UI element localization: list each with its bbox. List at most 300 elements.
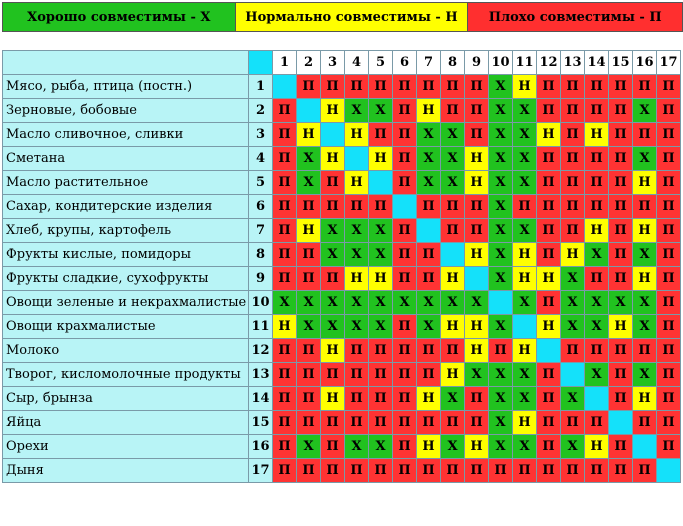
row-number: 16 bbox=[249, 435, 273, 459]
compatibility-cell: П bbox=[657, 171, 681, 195]
compatibility-cell: Н bbox=[465, 315, 489, 339]
compatibility-cell: П bbox=[393, 123, 417, 147]
compatibility-cell: П bbox=[657, 315, 681, 339]
compatibility-cell: Х bbox=[465, 363, 489, 387]
compatibility-cell: Х bbox=[297, 291, 321, 315]
compatibility-cell: П bbox=[441, 99, 465, 123]
compatibility-cell: П bbox=[417, 195, 441, 219]
row-label: Зерновые, бобовые bbox=[3, 99, 249, 123]
diagonal-cell bbox=[489, 291, 513, 315]
row-number: 11 bbox=[249, 315, 273, 339]
row-label: Фрукты кислые, помидоры bbox=[3, 243, 249, 267]
compatibility-cell: П bbox=[465, 195, 489, 219]
compatibility-cell: П bbox=[273, 171, 297, 195]
compatibility-cell: Х bbox=[345, 99, 369, 123]
compatibility-cell: Н bbox=[321, 339, 345, 363]
compatibility-cell: Х bbox=[609, 291, 633, 315]
row-label: Масло сливочное, сливки bbox=[3, 123, 249, 147]
diagonal-cell bbox=[321, 123, 345, 147]
compatibility-cell: Н bbox=[369, 147, 393, 171]
compatibility-cell: П bbox=[393, 267, 417, 291]
compatibility-cell: Х bbox=[489, 267, 513, 291]
compatibility-cell: П bbox=[633, 339, 657, 363]
diagonal-cell bbox=[297, 99, 321, 123]
compatibility-cell: П bbox=[369, 339, 393, 363]
diagonal-cell bbox=[273, 75, 297, 99]
compatibility-cell: П bbox=[393, 171, 417, 195]
compatibility-cell: Х bbox=[633, 315, 657, 339]
compatibility-cell: П bbox=[609, 147, 633, 171]
compatibility-cell: П bbox=[609, 435, 633, 459]
compatibility-cell: Х bbox=[489, 387, 513, 411]
compatibility-cell: П bbox=[633, 195, 657, 219]
compatibility-cell: П bbox=[609, 171, 633, 195]
compatibility-cell: П bbox=[537, 459, 561, 483]
compatibility-cell: Х bbox=[585, 291, 609, 315]
compatibility-cell: Х bbox=[345, 435, 369, 459]
compatibility-cell: П bbox=[657, 339, 681, 363]
compatibility-cell: П bbox=[321, 459, 345, 483]
compatibility-cell: П bbox=[321, 411, 345, 435]
row-number: 9 bbox=[249, 267, 273, 291]
compatibility-cell: Х bbox=[441, 147, 465, 171]
table-row bbox=[3, 291, 681, 315]
compatibility-cell: Н bbox=[345, 267, 369, 291]
compatibility-cell: П bbox=[561, 411, 585, 435]
compatibility-cell: Н bbox=[633, 219, 657, 243]
compatibility-cell: Х bbox=[633, 291, 657, 315]
compatibility-cell: П bbox=[369, 195, 393, 219]
compatibility-cell: Н bbox=[345, 171, 369, 195]
compatibility-cell: П bbox=[297, 75, 321, 99]
compatibility-cell: П bbox=[609, 123, 633, 147]
table-row bbox=[3, 195, 681, 219]
compatibility-cell: Х bbox=[561, 387, 585, 411]
compatibility-cell: П bbox=[585, 459, 609, 483]
compatibility-cell: П bbox=[537, 171, 561, 195]
compatibility-cell: П bbox=[393, 75, 417, 99]
compatibility-cell: Х bbox=[489, 123, 513, 147]
row-label: Масло растительное bbox=[3, 171, 249, 195]
diagonal-cell bbox=[561, 363, 585, 387]
compatibility-cell: Н bbox=[441, 267, 465, 291]
column-header-1: 1 bbox=[273, 51, 297, 75]
compatibility-cell: П bbox=[657, 363, 681, 387]
compatibility-cell: Н bbox=[417, 435, 441, 459]
compatibility-cell: П bbox=[441, 459, 465, 483]
compatibility-cell: П bbox=[417, 363, 441, 387]
compatibility-cell: П bbox=[417, 411, 441, 435]
compatibility-cell: Х bbox=[633, 147, 657, 171]
compatibility-cell: Н bbox=[321, 387, 345, 411]
compatibility-cell: Н bbox=[537, 267, 561, 291]
compatibility-cell: П bbox=[513, 195, 537, 219]
table-row bbox=[3, 243, 681, 267]
compatibility-cell: П bbox=[561, 75, 585, 99]
compatibility-cell: П bbox=[393, 435, 417, 459]
compatibility-cell: Х bbox=[513, 363, 537, 387]
compatibility-cell: П bbox=[585, 147, 609, 171]
compatibility-cell: П bbox=[465, 75, 489, 99]
compatibility-cell: П bbox=[273, 195, 297, 219]
table-row bbox=[3, 267, 681, 291]
table-row bbox=[3, 435, 681, 459]
compatibility-cell: П bbox=[441, 195, 465, 219]
compatibility-cell: П bbox=[657, 99, 681, 123]
compatibility-cell: Х bbox=[369, 99, 393, 123]
compatibility-cell: П bbox=[657, 219, 681, 243]
compatibility-cell: П bbox=[273, 243, 297, 267]
compatibility-cell: Х bbox=[297, 147, 321, 171]
compatibility-cell: Х bbox=[489, 315, 513, 339]
header-corner bbox=[3, 51, 249, 75]
compatibility-cell: П bbox=[393, 363, 417, 387]
compatibility-cell: Х bbox=[417, 123, 441, 147]
compatibility-cell: Н bbox=[633, 387, 657, 411]
compatibility-cell: П bbox=[417, 459, 441, 483]
compatibility-cell: П bbox=[369, 363, 393, 387]
compatibility-cell: Х bbox=[417, 147, 441, 171]
compatibility-cell: Х bbox=[489, 171, 513, 195]
row-label: Хлеб, крупы, картофель bbox=[3, 219, 249, 243]
compatibility-cell: П bbox=[345, 75, 369, 99]
row-label: Овощи крахмалистые bbox=[3, 315, 249, 339]
compatibility-cell: Н bbox=[513, 267, 537, 291]
compatibility-cell: Х bbox=[441, 387, 465, 411]
compatibility-cell: Х bbox=[345, 243, 369, 267]
column-header-2: 2 bbox=[297, 51, 321, 75]
compatibility-cell: П bbox=[561, 339, 585, 363]
row-number: 1 bbox=[249, 75, 273, 99]
compatibility-cell: П bbox=[345, 387, 369, 411]
row-number: 15 bbox=[249, 411, 273, 435]
compatibility-cell: П bbox=[633, 459, 657, 483]
compatibility-cell: П bbox=[417, 339, 441, 363]
compatibility-cell: П bbox=[585, 99, 609, 123]
compatibility-cell: П bbox=[321, 171, 345, 195]
compatibility-cell: П bbox=[657, 291, 681, 315]
compatibility-cell: Х bbox=[489, 411, 513, 435]
compatibility-cell: Х bbox=[489, 99, 513, 123]
compatibility-cell: Х bbox=[633, 243, 657, 267]
legend bbox=[2, 2, 683, 32]
table-row bbox=[3, 75, 681, 99]
compatibility-cell: Х bbox=[369, 243, 393, 267]
table-row bbox=[3, 171, 681, 195]
diagonal-cell bbox=[417, 219, 441, 243]
compatibility-cell: П bbox=[441, 219, 465, 243]
compatibility-cell: П bbox=[297, 363, 321, 387]
compatibility-cell: П bbox=[489, 459, 513, 483]
compatibility-cell: П bbox=[537, 195, 561, 219]
compatibility-cell: П bbox=[585, 267, 609, 291]
table-row bbox=[3, 363, 681, 387]
compatibility-cell: П bbox=[657, 195, 681, 219]
compatibility-cell: П bbox=[609, 195, 633, 219]
column-header-17: 17 bbox=[657, 51, 681, 75]
table-row bbox=[3, 147, 681, 171]
compatibility-cell: П bbox=[537, 219, 561, 243]
compatibility-cell: Н bbox=[465, 339, 489, 363]
compatibility-cell: Х bbox=[585, 243, 609, 267]
compatibility-cell: Х bbox=[561, 291, 585, 315]
compatibility-cell: Х bbox=[441, 291, 465, 315]
compatibility-cell: П bbox=[657, 387, 681, 411]
column-header-15: 15 bbox=[609, 51, 633, 75]
compatibility-cell: Х bbox=[585, 363, 609, 387]
compatibility-cell: П bbox=[273, 99, 297, 123]
compatibility-cell: П bbox=[489, 339, 513, 363]
compatibility-cell: П bbox=[297, 243, 321, 267]
compatibility-cell: П bbox=[369, 75, 393, 99]
compatibility-cell: Н bbox=[321, 99, 345, 123]
compatibility-cell: П bbox=[561, 195, 585, 219]
compatibility-cell: П bbox=[585, 75, 609, 99]
compatibility-cell: П bbox=[609, 75, 633, 99]
column-header-16: 16 bbox=[633, 51, 657, 75]
compatibility-cell: Х bbox=[489, 243, 513, 267]
compatibility-cell: Х bbox=[441, 435, 465, 459]
compatibility-cell: П bbox=[537, 387, 561, 411]
compatibility-cell: П bbox=[273, 147, 297, 171]
compatibility-cell: Х bbox=[585, 315, 609, 339]
compatibility-cell: П bbox=[465, 387, 489, 411]
compatibility-cell: П bbox=[609, 387, 633, 411]
compatibility-cell: Н bbox=[513, 243, 537, 267]
compatibility-cell: Х bbox=[465, 291, 489, 315]
compatibility-cell: Х bbox=[489, 147, 513, 171]
row-label: Молоко bbox=[3, 339, 249, 363]
table-row bbox=[3, 387, 681, 411]
compatibility-cell: Н bbox=[513, 75, 537, 99]
compatibility-cell: Н bbox=[609, 315, 633, 339]
row-label: Фрукты сладкие, сухофрукты bbox=[3, 267, 249, 291]
compatibility-cell: Н bbox=[321, 147, 345, 171]
compatibility-cell: Х bbox=[369, 219, 393, 243]
compatibility-cell: П bbox=[345, 195, 369, 219]
compatibility-cell: П bbox=[297, 387, 321, 411]
compatibility-cell: Х bbox=[369, 435, 393, 459]
compatibility-cell: П bbox=[297, 411, 321, 435]
compatibility-cell: Н bbox=[465, 435, 489, 459]
compatibility-cell: Н bbox=[465, 171, 489, 195]
compatibility-cell: П bbox=[585, 339, 609, 363]
compatibility-cell: Х bbox=[489, 195, 513, 219]
compatibility-cell: Х bbox=[513, 171, 537, 195]
row-label: Сметана bbox=[3, 147, 249, 171]
compatibility-cell: П bbox=[441, 75, 465, 99]
compatibility-cell: П bbox=[273, 411, 297, 435]
compatibility-cell: П bbox=[465, 219, 489, 243]
compatibility-cell: Х bbox=[345, 219, 369, 243]
compatibility-cell: П bbox=[273, 219, 297, 243]
compatibility-cell: П bbox=[393, 387, 417, 411]
compatibility-cell: Х bbox=[489, 75, 513, 99]
compatibility-cell: Н bbox=[273, 315, 297, 339]
compatibility-cell: П bbox=[273, 339, 297, 363]
compatibility-cell: П bbox=[297, 339, 321, 363]
compatibility-cell: Х bbox=[633, 363, 657, 387]
compatibility-cell: П bbox=[537, 147, 561, 171]
row-number: 8 bbox=[249, 243, 273, 267]
compatibility-cell: Н bbox=[417, 99, 441, 123]
compatibility-cell: Х bbox=[369, 315, 393, 339]
compatibility-table bbox=[2, 50, 681, 483]
compatibility-cell: Н bbox=[465, 243, 489, 267]
compatibility-cell: Н bbox=[537, 123, 561, 147]
row-number: 17 bbox=[249, 459, 273, 483]
compatibility-cell: Х bbox=[489, 219, 513, 243]
column-header-8: 8 bbox=[441, 51, 465, 75]
compatibility-cell: П bbox=[441, 411, 465, 435]
compatibility-cell: П bbox=[345, 339, 369, 363]
compatibility-cell: Х bbox=[321, 219, 345, 243]
compatibility-cell: Х bbox=[345, 291, 369, 315]
compatibility-cell: П bbox=[393, 411, 417, 435]
row-number: 2 bbox=[249, 99, 273, 123]
compatibility-cell: П bbox=[393, 339, 417, 363]
diagonal-cell bbox=[585, 387, 609, 411]
compatibility-cell: П bbox=[345, 363, 369, 387]
compatibility-cell: П bbox=[609, 99, 633, 123]
compatibility-cell: П bbox=[609, 363, 633, 387]
compatibility-cell: Х bbox=[297, 171, 321, 195]
compatibility-cell: П bbox=[465, 411, 489, 435]
column-header-12: 12 bbox=[537, 51, 561, 75]
compatibility-cell: П bbox=[393, 315, 417, 339]
compatibility-cell: Н bbox=[585, 435, 609, 459]
compatibility-cell: П bbox=[537, 411, 561, 435]
compatibility-cell: П bbox=[465, 123, 489, 147]
compatibility-cell: П bbox=[585, 171, 609, 195]
compatibility-cell: П bbox=[369, 123, 393, 147]
compatibility-cell: Н bbox=[297, 219, 321, 243]
compatibility-cell: Н bbox=[513, 411, 537, 435]
diagonal-cell bbox=[441, 243, 465, 267]
compatibility-cell: П bbox=[297, 267, 321, 291]
diagonal-cell bbox=[369, 171, 393, 195]
compatibility-cell: П bbox=[465, 459, 489, 483]
compatibility-cell: Х bbox=[297, 435, 321, 459]
compatibility-cell: Х bbox=[417, 291, 441, 315]
compatibility-cell: П bbox=[393, 99, 417, 123]
compatibility-cell: П bbox=[369, 411, 393, 435]
compatibility-cell: Х bbox=[321, 291, 345, 315]
compatibility-cell: П bbox=[633, 123, 657, 147]
compatibility-cell: Х bbox=[441, 123, 465, 147]
compatibility-cell: Х bbox=[297, 315, 321, 339]
compatibility-cell: П bbox=[393, 243, 417, 267]
compatibility-cell: П bbox=[321, 195, 345, 219]
compatibility-cell: П bbox=[537, 435, 561, 459]
compatibility-cell: Н bbox=[441, 315, 465, 339]
compatibility-cell: Н bbox=[417, 387, 441, 411]
compatibility-cell: Х bbox=[561, 315, 585, 339]
compatibility-cell: Х bbox=[321, 243, 345, 267]
compatibility-cell: П bbox=[345, 459, 369, 483]
row-number: 14 bbox=[249, 387, 273, 411]
compatibility-cell: Х bbox=[441, 171, 465, 195]
compatibility-cell: Х bbox=[513, 435, 537, 459]
compatibility-cell: П bbox=[657, 147, 681, 171]
diagonal-cell bbox=[465, 267, 489, 291]
compatibility-cell: П bbox=[561, 171, 585, 195]
diagonal-cell bbox=[633, 435, 657, 459]
row-label: Сыр, брынза bbox=[3, 387, 249, 411]
compatibility-cell: П bbox=[561, 219, 585, 243]
compatibility-cell: П bbox=[273, 123, 297, 147]
row-number: 13 bbox=[249, 363, 273, 387]
diagonal-cell bbox=[393, 195, 417, 219]
compatibility-cell: П bbox=[657, 243, 681, 267]
compatibility-cell: Х bbox=[561, 435, 585, 459]
compatibility-cell: Х bbox=[417, 315, 441, 339]
table-row bbox=[3, 123, 681, 147]
column-header-14: 14 bbox=[585, 51, 609, 75]
compatibility-cell: П bbox=[345, 411, 369, 435]
table-row bbox=[3, 339, 681, 363]
compatibility-cell: П bbox=[273, 435, 297, 459]
compatibility-cell: П bbox=[297, 459, 321, 483]
compatibility-cell: П bbox=[561, 99, 585, 123]
column-header-7: 7 bbox=[417, 51, 441, 75]
compatibility-cell: П bbox=[393, 459, 417, 483]
row-number: 3 bbox=[249, 123, 273, 147]
column-header-6: 6 bbox=[393, 51, 417, 75]
compatibility-cell: П bbox=[393, 147, 417, 171]
compatibility-cell: Х bbox=[513, 147, 537, 171]
diagonal-cell bbox=[513, 315, 537, 339]
row-label: Творог, кисломолочные продукты bbox=[3, 363, 249, 387]
compatibility-cell: П bbox=[561, 123, 585, 147]
column-header-5: 5 bbox=[369, 51, 393, 75]
diagonal-cell bbox=[657, 459, 681, 483]
compatibility-cell: П bbox=[561, 459, 585, 483]
column-header-10: 10 bbox=[489, 51, 513, 75]
header-row bbox=[3, 51, 681, 75]
compatibility-cell: П bbox=[321, 267, 345, 291]
row-label: Овощи зеленые и некрахмалистые bbox=[3, 291, 249, 315]
legend-normal: Нормально совместимы - Н bbox=[235, 3, 468, 32]
compatibility-cell: П bbox=[369, 459, 393, 483]
row-label: Яйца bbox=[3, 411, 249, 435]
table-row bbox=[3, 459, 681, 483]
compatibility-cell: П bbox=[657, 411, 681, 435]
row-number: 10 bbox=[249, 291, 273, 315]
compatibility-cell: Н bbox=[537, 315, 561, 339]
compatibility-cell: Х bbox=[489, 435, 513, 459]
table-row bbox=[3, 411, 681, 435]
column-header-4: 4 bbox=[345, 51, 369, 75]
compatibility-cell: Н bbox=[513, 339, 537, 363]
compatibility-cell: Н bbox=[633, 267, 657, 291]
compatibility-cell: П bbox=[657, 435, 681, 459]
table-row bbox=[3, 315, 681, 339]
legend-bad: Плохо совместимы - П bbox=[468, 3, 683, 32]
compatibility-cell: П bbox=[393, 219, 417, 243]
compatibility-cell: П bbox=[273, 363, 297, 387]
diagonal-cell bbox=[345, 147, 369, 171]
compatibility-cell: Н bbox=[585, 123, 609, 147]
row-number: 12 bbox=[249, 339, 273, 363]
diagonal-cell bbox=[609, 411, 633, 435]
compatibility-cell: П bbox=[273, 459, 297, 483]
compatibility-cell: Х bbox=[489, 363, 513, 387]
compatibility-cell: Х bbox=[513, 99, 537, 123]
table-row bbox=[3, 219, 681, 243]
compatibility-cell: Х bbox=[513, 219, 537, 243]
compatibility-cell: Х bbox=[633, 99, 657, 123]
